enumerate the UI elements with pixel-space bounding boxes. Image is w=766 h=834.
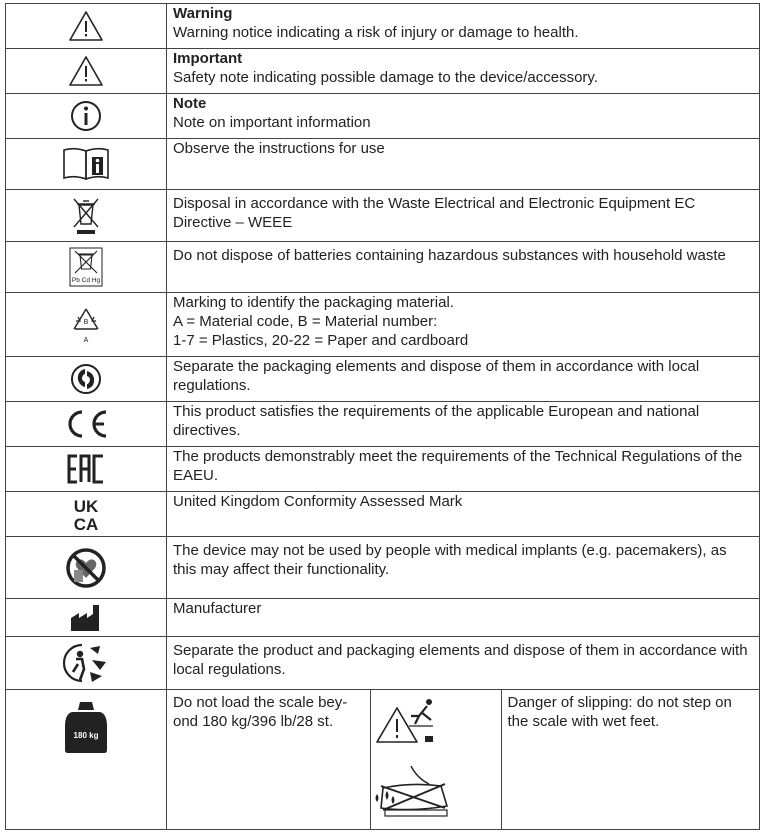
battery-label: Pb Cd Hg xyxy=(71,277,101,284)
table-row xyxy=(6,599,760,637)
table-row xyxy=(6,4,760,49)
table-row xyxy=(6,242,760,293)
table-row xyxy=(6,447,760,492)
weee-crossed-bin-icon xyxy=(71,196,101,236)
row-text: Observe the instructions for use xyxy=(173,140,385,157)
row-text: Separate the packaging elements and dispose of them in accordance with local regulations. xyxy=(173,358,700,394)
slip-warning-icon xyxy=(371,694,499,820)
row-text: Warning notice indicating a risk of injury or damage to health. xyxy=(173,24,579,41)
table-row xyxy=(6,637,760,690)
row-text-line: Marking to identify the packaging material. xyxy=(173,294,454,311)
info-circle-icon xyxy=(69,99,103,133)
warning-triangle-icon xyxy=(68,55,104,87)
weight-label: 180 kg xyxy=(73,731,99,740)
row-text: Disposal in accordance with the Waste Electrical and Electronic Equipment EC Directive – WEEE xyxy=(173,195,696,231)
read-instructions-icon xyxy=(61,146,111,182)
recycling-label-b: B xyxy=(83,318,89,326)
table-row xyxy=(6,94,760,139)
table-row xyxy=(6,49,760,94)
row-title: Warning xyxy=(173,5,233,22)
table-row xyxy=(6,293,760,357)
warning-triangle-icon xyxy=(68,10,104,42)
ukca-label-top: UK xyxy=(73,497,99,516)
row-text-line: A = Material code, B = Material number: xyxy=(173,313,438,330)
battery-disposal-icon xyxy=(69,247,103,287)
row-text: The device may not be used by people with medical implants (e.g. pacemakers), as this may affect their functionality. xyxy=(173,542,727,578)
row-text: Note on important information xyxy=(173,114,371,131)
row-text: Safety note indicating possible damage to the device/accessory. xyxy=(173,69,598,86)
table-row xyxy=(6,537,760,599)
row-title: Note xyxy=(173,95,207,112)
row-text: Separate the product and packaging elements and dispose of them in accordance with local regulations. xyxy=(173,642,748,678)
table-row xyxy=(6,690,760,830)
no-pacemaker-icon xyxy=(64,546,108,590)
row-text: Manufacturer xyxy=(173,600,262,617)
last-row-split xyxy=(167,690,759,829)
table-row xyxy=(6,357,760,402)
ukca-mark-icon xyxy=(66,496,106,532)
green-dot-icon xyxy=(70,363,102,395)
table-row xyxy=(6,190,760,242)
row-text: Do not dispose of batteries containing hazardous substances with household waste xyxy=(173,247,726,264)
row-text: This product satisfies the requirements of the applicable European and national directives. xyxy=(173,403,700,439)
recycling-code-icon xyxy=(69,305,103,345)
max-load-text: Do not load the scale bey-ond 180 kg/396 lb/28 st. xyxy=(173,694,348,730)
row-title: Important xyxy=(173,50,243,67)
ukca-label-bottom: CA xyxy=(73,515,99,532)
table-row xyxy=(6,402,760,447)
table-row xyxy=(6,139,760,190)
row-text-line: 1-7 = Plastics, 20-22 = Paper and cardboard xyxy=(173,332,469,349)
eac-mark-icon xyxy=(66,453,106,485)
row-text: United Kingdom Conformity Assessed Mark xyxy=(173,493,463,510)
symbols-table xyxy=(5,3,760,830)
row-text: The products demonstrably meet the requirements of the Technical Regulations of the EAEU. xyxy=(173,448,743,484)
manufacturer-icon xyxy=(70,604,102,632)
triman-icon xyxy=(62,642,110,684)
ce-mark-icon xyxy=(62,408,110,440)
table-row xyxy=(6,492,760,537)
slip-warning-text: Danger of slipping: do not step on the scale with wet feet. xyxy=(507,694,732,730)
recycling-label-a: A xyxy=(83,336,89,344)
weight-icon xyxy=(64,700,108,754)
